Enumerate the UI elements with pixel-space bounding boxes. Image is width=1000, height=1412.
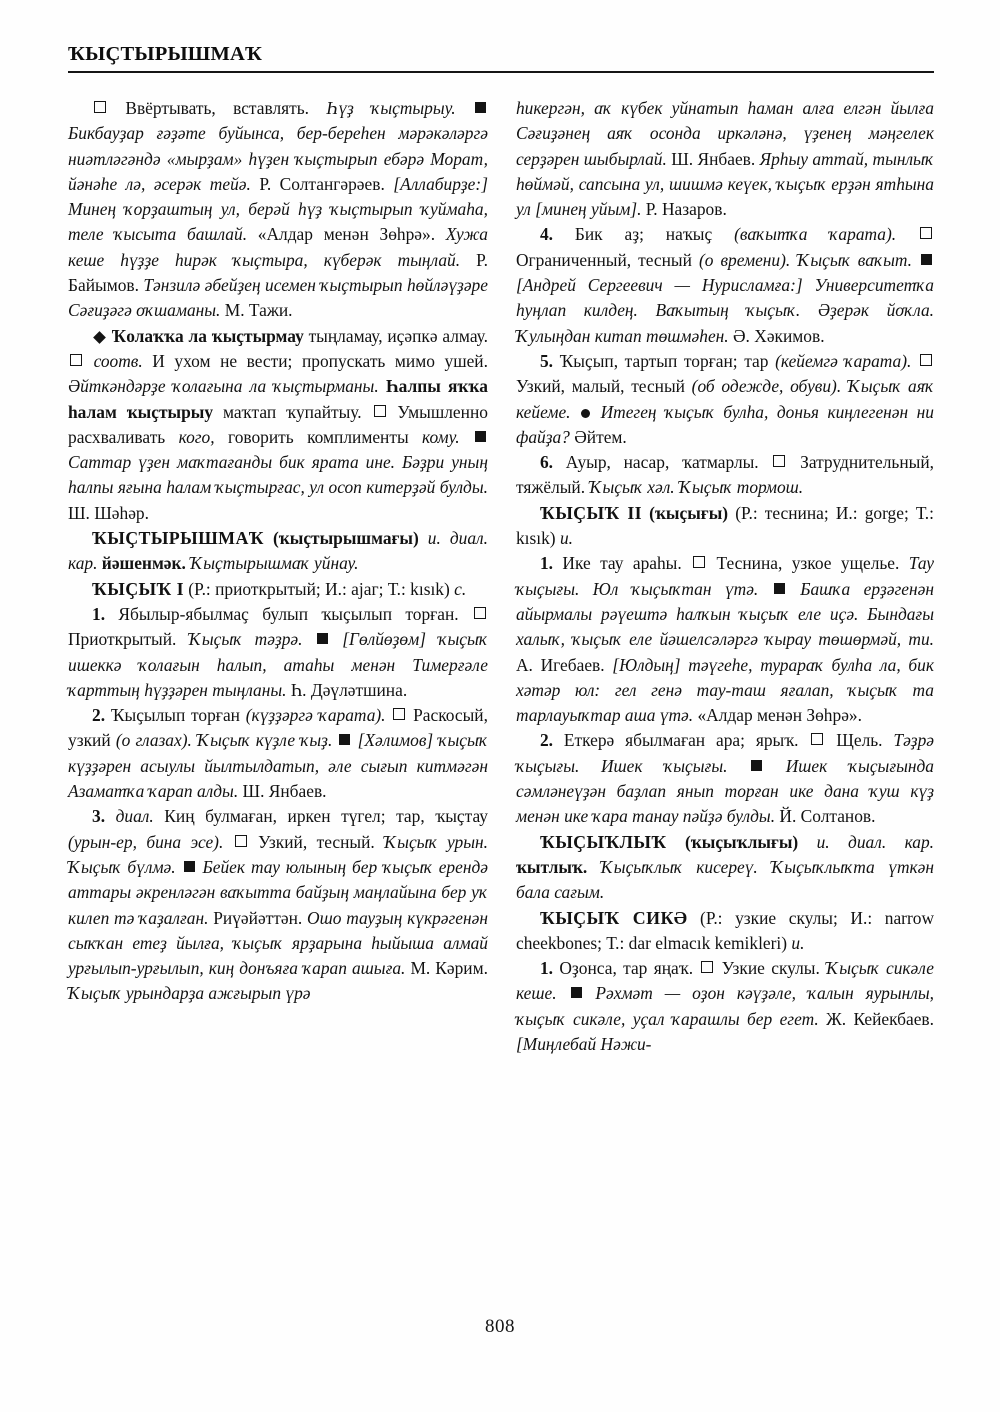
entry-block-sense	[516, 349, 934, 450]
text-run: диал.	[115, 806, 165, 827]
text-run: Р. Байымов.	[68, 249, 488, 296]
text-run: [Гөлйөҙөм] ҡыҫыҡ ишеккә ҡолағын һалып, атаһы менән Тимерғәле ҡарттың һүҙҙәрен тыңланы.	[68, 629, 488, 700]
text-run: Ж. Кейекбаев.	[826, 1008, 934, 1029]
text-run: [Хәлимов] ҡыҫыҡ күҙҙәрен асыулы йылтылдатып, әле сығып китмәгән Азаматҡа ҡарап алды.	[68, 730, 488, 802]
text-run: (ҡыҫыҡлығы)	[666, 831, 817, 852]
text-run: (кейемгә ҡарата).	[775, 350, 918, 371]
text-run: и.	[791, 932, 805, 953]
text-run: Хужа кеше һүҙҙе һирәк ҡыҫтыра, күберәк тыңлай.	[68, 224, 488, 270]
text-run: Теснина, узкое ущелье.	[707, 553, 909, 574]
entry-block-idiom	[68, 324, 488, 526]
text-run: Тау ҡыҫығы. Юл ҡыҫыҡтан үтә.	[515, 553, 935, 599]
entry-block-sense	[68, 602, 488, 703]
text-run: Раскосый, узкий	[68, 705, 488, 751]
entry-block-headword	[516, 906, 934, 957]
text-run: говорить комплименты	[228, 426, 423, 447]
text-run: Затруднительный, тяжёлый.	[515, 452, 935, 498]
open-square-marker-icon	[70, 354, 82, 366]
entry-headword: ҠЫҪЫҠ СИКӘ	[539, 907, 688, 928]
text-run: Ике тау араһы.	[562, 553, 692, 574]
solid-square-marker-icon	[475, 431, 486, 442]
solid-square-marker-icon	[475, 102, 486, 113]
running-head-title: ҠЫҪТЫРЫШМАҠ	[68, 43, 263, 65]
text-run: һикергән, аҡ күбек уйнатып һаман алға елгән йылға Сәғиҙәнең аяҡ осонда иркәләнә, үҙенең мәңгелек серҙәрен шыбырлай.	[515, 98, 934, 169]
text-run: Ярһыу аттай, тынлыҡ һөймәй, сапсына ул, шишмә кеүек, ҡыҫыҡ ерҙән ятһына ул [минең уйым].	[515, 148, 935, 220]
entry-headword: ҠЫҪЫҠ I	[92, 578, 184, 599]
text-run: «Алдар менән Зөһрә».	[697, 705, 862, 726]
open-square-marker-icon	[235, 835, 247, 847]
text-run: М. Кәрим.	[410, 958, 488, 979]
text-run: (об одежде, обуви). Ҡыҫыҡ аяҡ кейеме.	[515, 376, 934, 422]
text-run: Ошо тауҙың күкрәгенән сыҡҡан етеҙ йылға, ҡыҫыҡ ярҙарына һыйыша алмай урғылып-урғылып, киң донъяға ҡарап ашыға.	[68, 907, 488, 979]
text-run: Ҡолаҡҡа ла ҡыҫтырмау	[107, 325, 309, 346]
text-run: с.	[454, 578, 467, 599]
open-square-marker-icon	[701, 961, 713, 973]
entry-block-headword	[68, 526, 488, 577]
solid-square-marker-icon	[184, 861, 195, 872]
text-run: Узкий, тесный.	[248, 831, 385, 852]
text-run: Ауыр, насар, ҡатмарлы.	[565, 452, 772, 473]
left-column	[68, 96, 488, 1057]
entry-block-sense	[516, 450, 934, 501]
entry-block-sense	[68, 804, 488, 1006]
text-run: йәшенмәк.	[101, 553, 191, 574]
open-square-marker-icon	[693, 556, 705, 568]
text-run: тыңламау, иҫәпкә алмау.	[308, 325, 488, 346]
entry-block-sense	[516, 956, 934, 1057]
open-square-marker-icon	[920, 354, 932, 366]
text-run: Тәҙрә ҡыҫығы. Ишек ҡыҫығы.	[515, 730, 934, 776]
text-run: Р. Солтангәрәев.	[259, 173, 394, 194]
text-run: Ҡыҫылып торған	[110, 705, 246, 726]
text-run: (Р.: узкие скулы; И.: narrow cheekbones; Т.: dar elmacık kemikleri)	[515, 907, 935, 953]
text-run: 6.	[539, 452, 566, 473]
text-run: 2.	[92, 705, 111, 726]
text-run: Ҡыҫыҡ хәл. Ҡыҫыҡ тормош.	[589, 477, 804, 498]
text-run: [Юлдың] тәүгеһе, турараҡ булһа ла, бик хәтәр юл: гел генә тау-таш яғалап, ҡыҫыҡ та тарлауыҡтар аша үтә.	[515, 654, 934, 726]
text-run: [Миңлебай Нәжи-	[515, 1033, 652, 1054]
text-run: [Андрей Сергеевич — Нурисламға:] Университетҡа һуңлап килдең. Ваҡытың ҡыҫыҡ. Әҙерәк йоҡла. Ҡулыңдан китап төшмәһен.	[515, 275, 934, 346]
text-run: Ш. Янбаев.	[242, 781, 327, 802]
text-run: Ш. Шәһәр.	[68, 502, 149, 523]
text-run: (урын-ер, бина эсе).	[68, 831, 233, 852]
entry-block-sense	[68, 96, 488, 324]
text-run: (ҡыҫтырышмағы)	[264, 528, 428, 549]
text-run: и. диал. кар.	[68, 528, 488, 574]
open-square-marker-icon	[773, 455, 785, 467]
text-run: Ҡыҫыҡ урындарҙа ажғырып үрә	[68, 983, 311, 1004]
column-container	[68, 96, 934, 1057]
text-run: Һүҙ ҡыҫтырыу.	[326, 98, 473, 118]
text-run: Умышленно расхваливать	[68, 401, 488, 447]
text-run: (о времени). Ҡыҫыҡ ваҡыт.	[698, 249, 920, 270]
text-run: Әйтем.	[574, 426, 627, 447]
text-run: И ухом не вести; пропускать мимо ушей.	[152, 350, 488, 371]
entry-block-headword	[516, 830, 934, 906]
text-run: и.	[559, 528, 573, 549]
text-run: Бик аҙ; наҡыҫ	[574, 224, 735, 245]
text-run: маҡтап ҡупайтыу.	[222, 401, 372, 422]
entry-headword: ҠЫҪЫҠ II	[539, 502, 643, 523]
text-run: (Р.: теснина; И.: gorge; Т.: kısık)	[515, 502, 934, 549]
text-run: Ҡыҫыҡ тәҙрә.	[188, 629, 315, 650]
text-run: Киң булмаған, иркен түгел; тар, ҡыҫтау	[164, 806, 488, 827]
text-run: «Алдар менән Зөһрә».	[257, 224, 446, 245]
text-run: Тәнзилә әбейҙең исемен ҡыҫтырып һөйләүҙәре Сәғиҙәгә оҡшаманы.	[68, 275, 488, 321]
text-run: Һалпы яҡҡа һалам ҡыҫтырыу	[68, 376, 488, 422]
text-run: Оҙонса, тар яңаҡ.	[559, 958, 700, 979]
text-run: 1.	[92, 603, 119, 624]
open-square-marker-icon	[811, 733, 823, 745]
entry-headword: ҠЫҪЫҠЛЫҠ	[539, 831, 667, 852]
text-run: кому.	[422, 426, 473, 447]
entry-block-sense	[516, 96, 934, 222]
text-run: Ҡыҫыҡ сикәле кеше.	[515, 958, 935, 1004]
page-number: 808	[485, 1316, 515, 1337]
text-run: Бейек тау юлының бер ҡыҫыҡ ерендә аттары әкренләгән ваҡытта байҙың маңлайына бер уҡ килеп тә ҡаҙалған.	[68, 856, 488, 928]
text-run: 2.	[539, 730, 564, 751]
entry-block-sense	[68, 703, 488, 804]
open-square-marker-icon	[393, 708, 405, 720]
text-run: Ә. Хәкимов.	[733, 325, 825, 346]
text-run: Ҡыҫыҡлыҡ кисереү. Ҡыҫыҡлыҡта үткән бала сағым.	[515, 856, 934, 903]
text-run: Риүәйәттән.	[213, 907, 308, 928]
text-run: соотв.	[84, 350, 153, 371]
open-square-marker-icon	[920, 227, 932, 239]
text-run: Бикбауҙар ғәҙәте буйынса, бер-береһен мәрәкәләргә ниәтләгәндә «мырҙам» һүҙен ҡыҫтырып ебәрә Морат, йәнәһе лә, әсерәк тейә.	[68, 123, 488, 194]
solid-square-marker-icon	[921, 254, 932, 265]
bullet-marker-icon	[581, 409, 590, 418]
entry-block-headword	[68, 577, 488, 602]
entry-block-sense	[516, 551, 934, 728]
solid-square-marker-icon	[751, 760, 762, 771]
text-run: Саттар үҙен маҡтағанды бик ярата ине. Бәҙри уның һалпы яғына һалам ҡыҫтырғас, ул осоп китерҙәй булды.	[68, 452, 488, 498]
diamond-marker-icon	[93, 331, 106, 344]
text-run: (Р.: приоткрытый; И.: ajaг; Т.: kısık)	[183, 578, 455, 599]
text-run: Узкий, малый, тесный	[515, 376, 692, 397]
running-head	[68, 44, 934, 73]
text-run: Итегең ҡыҫыҡ булһа, донья киңлегенән ни файҙа?	[515, 401, 934, 447]
text-run: А. Игебаев.	[515, 654, 613, 675]
open-square-marker-icon	[94, 101, 106, 113]
open-square-marker-icon	[474, 607, 486, 619]
text-run: Ш. Янбаев.	[671, 148, 760, 169]
text-run: и. диал. кар.	[816, 831, 935, 852]
solid-square-marker-icon	[774, 583, 785, 594]
text-run: Й. Солтанов.	[779, 806, 876, 827]
solid-square-marker-icon	[339, 734, 350, 745]
text-run: Ограниченный, тесный	[515, 249, 699, 270]
text-run: (күҙҙәргә ҡарата).	[245, 705, 392, 726]
text-run: Ҡыҫыҡ урын. Ҡыҫыҡ бүлмә.	[68, 831, 488, 877]
solid-square-marker-icon	[571, 987, 582, 998]
text-run: М. Тажи.	[224, 300, 293, 321]
text-run: Ҡыҫтырышмаҡ уйнау.	[190, 553, 359, 574]
text-run: Еткерә ябылмаған ара; ярыҡ.	[563, 730, 810, 751]
solid-square-marker-icon	[317, 633, 328, 644]
text-run: Әйткәндәрҙе ҡолағына ла ҡыҫтырманы.	[68, 376, 386, 397]
text-run: [Аллабирҙе:] Минең ҡорҙаштың ул, берәй һүҙ ҡыҫтырып ҡуймаһа, теле ҡысыта башлай.	[68, 173, 488, 245]
entry-block-sense	[516, 728, 934, 829]
text-run: 3.	[92, 806, 116, 827]
text-run: Ҡыҫып, тартып торған; тар	[559, 350, 776, 371]
header-divider	[68, 71, 934, 73]
open-square-marker-icon	[374, 405, 386, 417]
text-run: Ввёртывать, вставлять.	[108, 98, 327, 118]
text-run: Р. Назаров.	[645, 199, 727, 220]
text-run: Узкие скулы.	[715, 958, 827, 979]
text-run: 4.	[539, 224, 575, 245]
text-run: Башҡа ерҙәгенән айырмалы рәүештә һалҡын ҡыҫыҡ еле иҫә. Бындағы халыҡ, ҡыҫыҡ еле йәшелсәләргә ҡырау төшөрмәй, ти.	[515, 578, 934, 650]
text-run: Ябылыр-ябылмаҫ булып ҡыҫылып торған.	[118, 603, 472, 624]
entry-block-sense	[516, 222, 934, 348]
text-run: ҡытлыҡ.	[515, 856, 601, 877]
text-run: 5.	[539, 350, 560, 371]
text-run: Ишек ҡыҫығында сәмләнеүҙән баҙлап янып торған ике дана ҡуш күҙ менән ике ҡара танау пәйҙә булды.	[515, 755, 935, 827]
entry-block-headword	[516, 501, 934, 552]
right-column	[516, 96, 934, 1057]
text-run: кого,	[178, 426, 228, 447]
text-run: Приоткрытый.	[68, 629, 189, 650]
text-run: (ҡыҫығы)	[642, 502, 736, 523]
text-run: (ваҡытҡа ҡарата).	[734, 224, 918, 245]
text-run: 1.	[539, 553, 563, 574]
text-run: Щель.	[825, 730, 894, 751]
entry-headword: ҠЫҪТЫРЫШМАҠ	[92, 528, 264, 549]
text-run: (о глазах). Ҡыҫыҡ күҙле ҡыҙ.	[115, 730, 338, 751]
text-run: Һ. Дәүләтшина.	[290, 679, 408, 700]
text-run: 1.	[539, 958, 560, 979]
text-run: Рәхмәт — оҙон кәүҙәле, ҡалын яурынлы, ҡыҫыҡ сикәле, уҫал ҡарашлы бер егет.	[515, 983, 934, 1029]
